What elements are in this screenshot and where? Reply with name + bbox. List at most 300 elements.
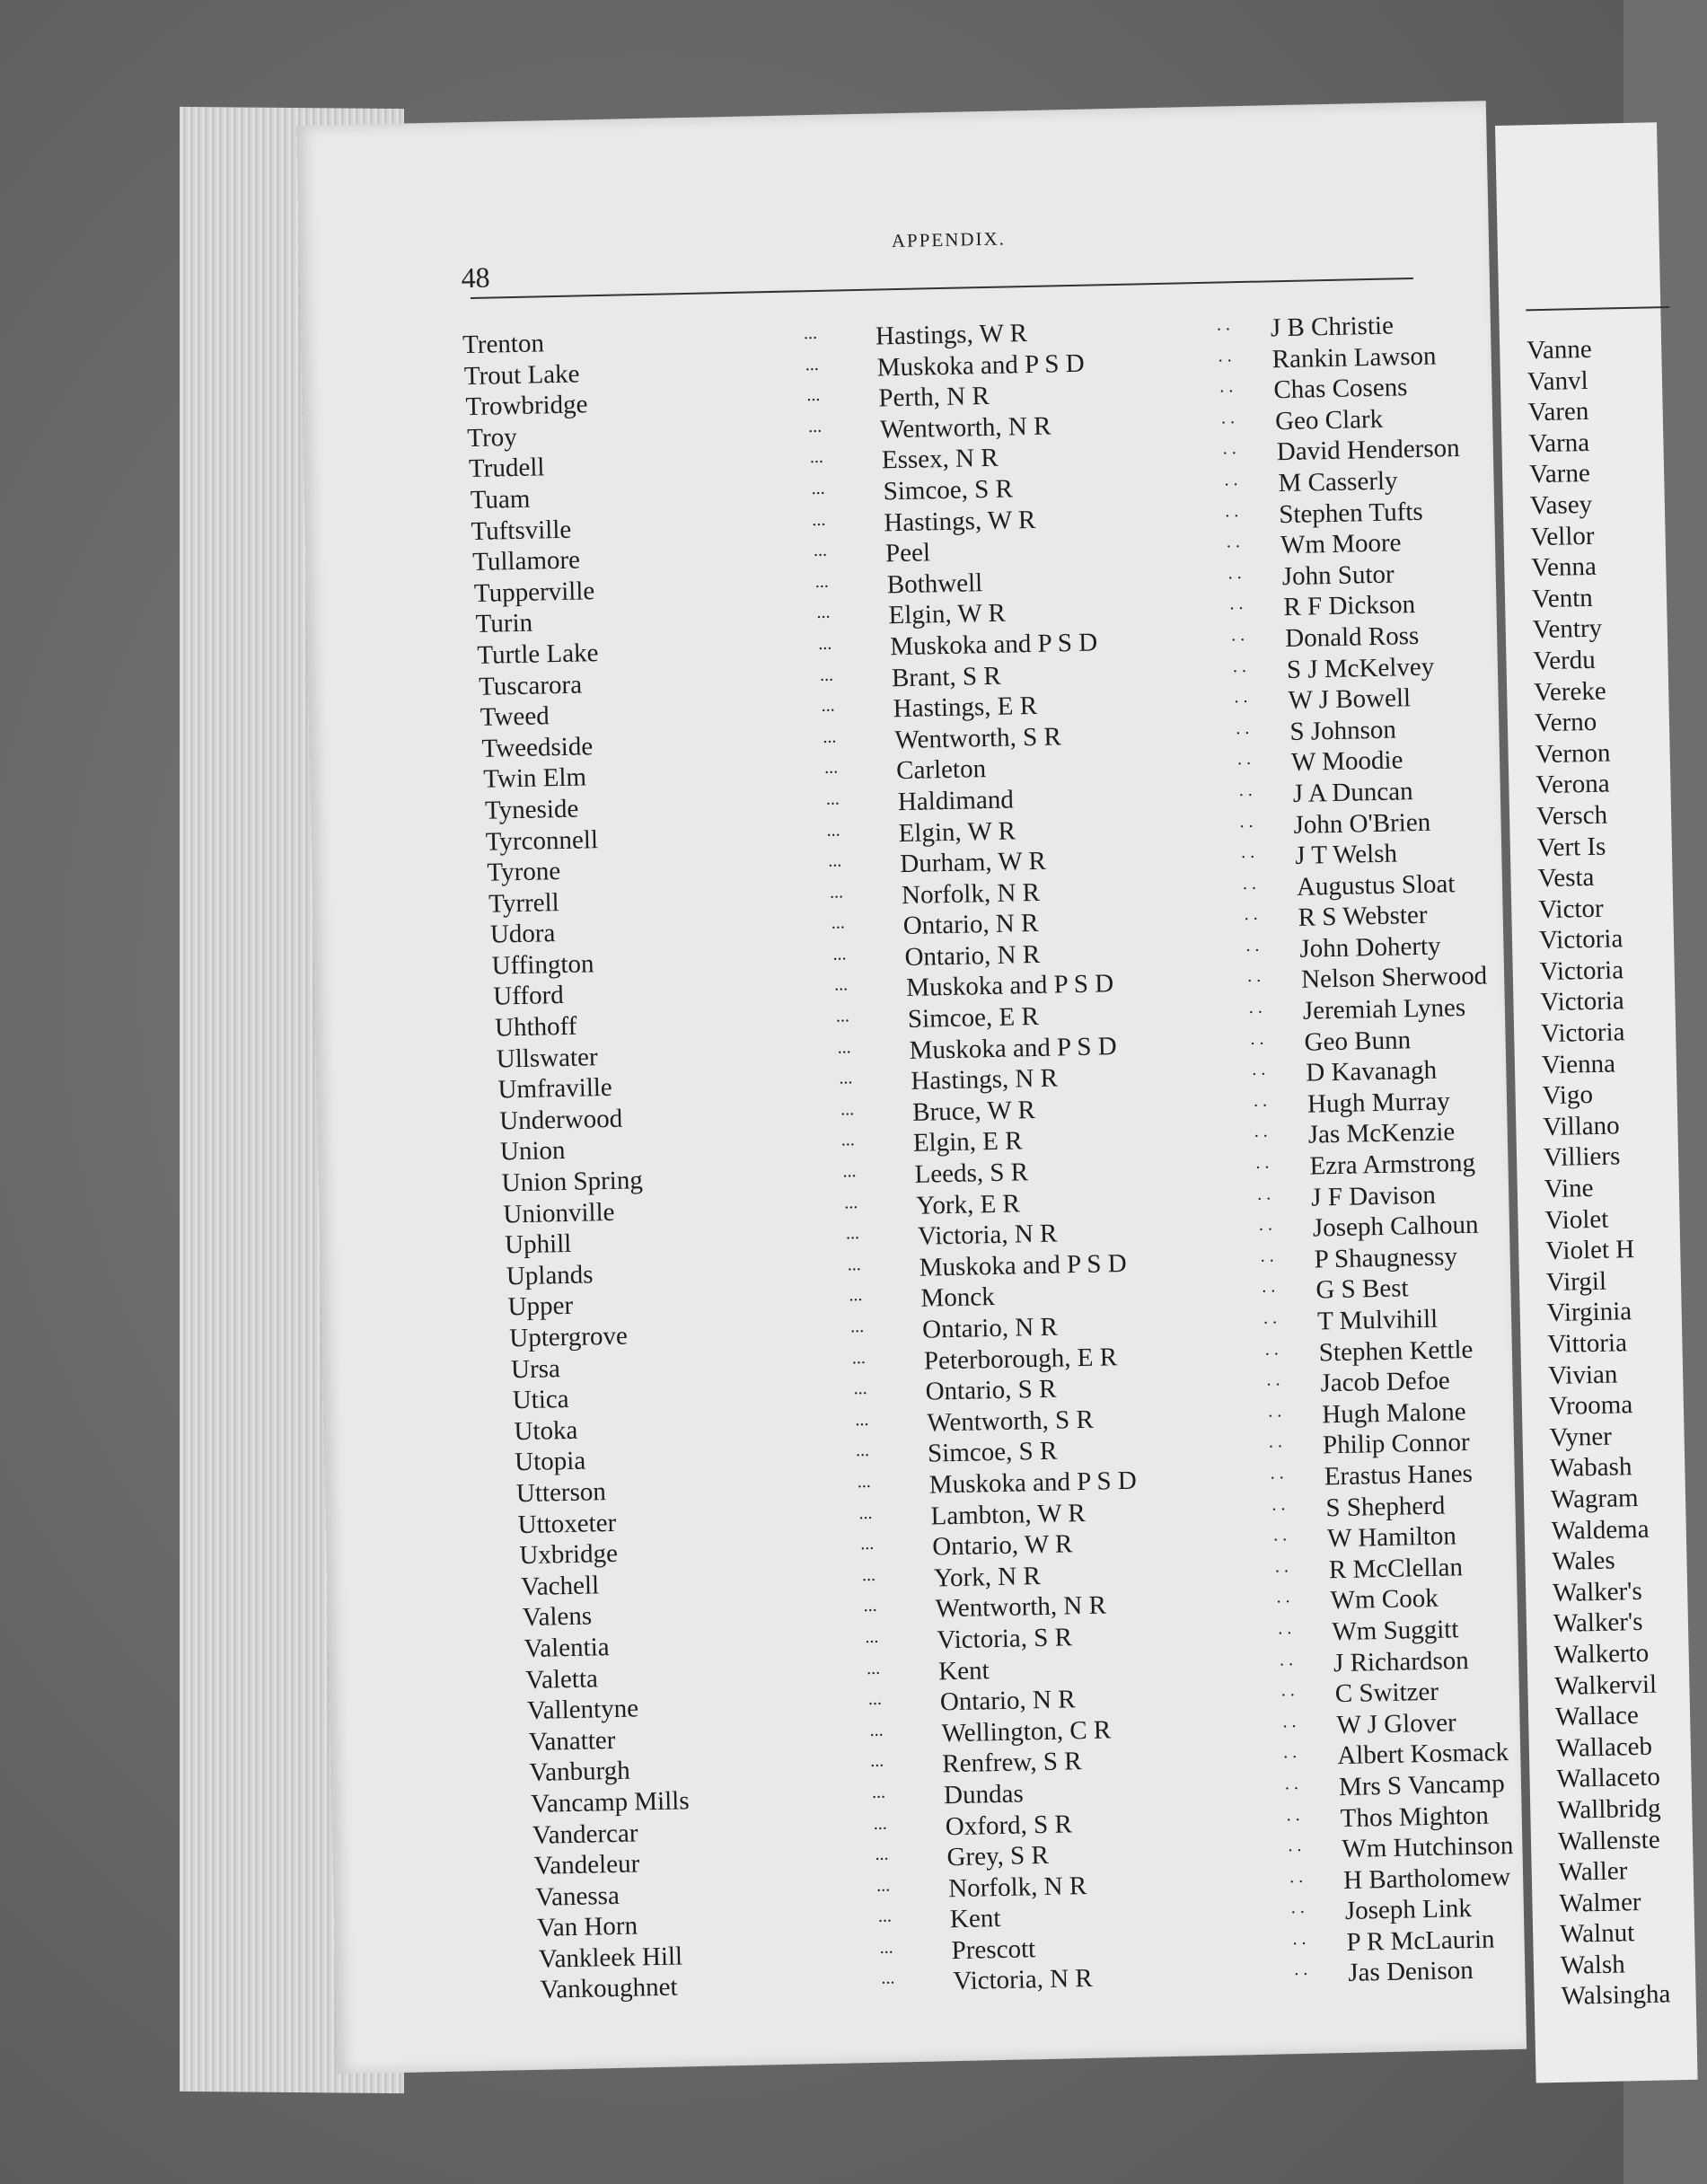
leader-dots: ... — [829, 882, 844, 903]
district-name: Muskoka and P S D — [909, 1031, 1117, 1065]
place-name: Vankoughnet — [540, 1973, 678, 2005]
postmaster-name: H Bartholomew — [1342, 1862, 1511, 1895]
leader-dots: ... — [833, 974, 849, 996]
leader-dots: . . — [1238, 779, 1253, 801]
postmaster-name: Hugh Murray — [1307, 1087, 1451, 1119]
place-name: Uxbridge — [519, 1539, 619, 1571]
facing-place-name: Walsh — [1560, 1950, 1626, 1980]
postmaster-name: J B Christie — [1270, 311, 1395, 343]
book-page — [296, 101, 1527, 2074]
leader-dots: . . — [1286, 1804, 1300, 1825]
postmaster-name: R S Webster — [1298, 901, 1428, 933]
place-name: Vanburgh — [529, 1756, 631, 1788]
facing-place-name: Violet H — [1544, 1235, 1635, 1266]
leader-dots: . . — [1254, 1122, 1268, 1142]
facing-place-name: Victoria — [1540, 986, 1625, 1017]
postmaster-name: Albert Kosmack — [1336, 1738, 1509, 1771]
leader-dots: . . — [1219, 376, 1234, 397]
facing-place-name: Vigo — [1542, 1080, 1594, 1111]
district-name: Elgin, W R — [888, 598, 1007, 630]
postmaster-name: Philip Connor — [1322, 1428, 1470, 1460]
district-name: Ontario, S R — [925, 1374, 1057, 1406]
postmaster-name: Chas Cosens — [1273, 373, 1408, 405]
leader-dots: . . — [1226, 532, 1241, 552]
district-name: Haldimand — [897, 785, 1015, 817]
leader-dots: . . — [1232, 656, 1247, 676]
place-name: Vachell — [520, 1571, 600, 1601]
leader-dots: . . — [1246, 966, 1262, 987]
district-name: Wellington, C R — [941, 1715, 1112, 1748]
leader-dots: ... — [826, 819, 840, 841]
facing-header-rule — [1526, 306, 1669, 311]
leader-dots: . . — [1227, 562, 1242, 584]
place-name: Turtle Lake — [477, 638, 599, 670]
facing-place-name: Venna — [1530, 551, 1597, 583]
district-name: Bothwell — [886, 568, 983, 600]
postmaster-name: T Mulvihill — [1316, 1304, 1439, 1336]
leader-dots: . . — [1267, 1401, 1282, 1422]
facing-place-name: Villano — [1543, 1111, 1620, 1141]
facing-place-name: Virginia — [1546, 1297, 1632, 1328]
district-name: Wentworth, N R — [879, 411, 1051, 445]
leader-dots: ... — [855, 1440, 870, 1461]
place-name: Ufford — [493, 981, 565, 1012]
district-name: Wentworth, S R — [894, 722, 1062, 754]
leader-dots: . . — [1220, 407, 1236, 428]
facing-place-name: Vanne — [1526, 334, 1593, 365]
leader-dots: . . — [1274, 1555, 1289, 1577]
leader-dots: ... — [867, 1688, 883, 1710]
facing-place-name: Vittoria — [1547, 1328, 1628, 1360]
leader-dots: ... — [844, 1192, 858, 1213]
leader-dots: ... — [865, 1626, 879, 1648]
leader-dots: . . — [1272, 1525, 1288, 1546]
facing-place-name: Waller — [1558, 1856, 1628, 1888]
district-name: Grey, S R — [946, 1840, 1050, 1872]
leader-dots: ... — [863, 1596, 877, 1616]
leader-dots: . . — [1229, 594, 1244, 614]
leader-dots: ... — [875, 1844, 889, 1865]
leader-dots: . . — [1280, 1680, 1295, 1701]
leader-dots: ... — [840, 1099, 855, 1120]
place-name: Tyrrell — [488, 887, 560, 919]
postmaster-name: Hugh Malone — [1321, 1396, 1466, 1430]
leader-dots: . . — [1290, 1898, 1306, 1918]
facing-place-name: Vert Is — [1536, 832, 1606, 862]
facing-place-name: Vereke — [1533, 676, 1607, 707]
district-name: Elgin, E R — [912, 1126, 1023, 1158]
leader-dots: . . — [1250, 1028, 1264, 1049]
district-name: Renfrew, S R — [942, 1747, 1082, 1779]
postmaster-name: Stephen Tufts — [1278, 497, 1423, 529]
postmaster-name: Stephen Kettle — [1318, 1334, 1474, 1368]
leader-dots: . . — [1258, 1214, 1273, 1236]
leader-dots: ... — [807, 416, 823, 436]
leader-dots: ... — [847, 1254, 861, 1275]
postmaster-name: John Sutor — [1281, 559, 1395, 591]
facing-place-name: Ventn — [1531, 583, 1594, 614]
facing-place-name: Wabash — [1549, 1452, 1632, 1484]
postmaster-name: Wm Moore — [1280, 528, 1402, 560]
postmaster-name: W Hamilton — [1326, 1521, 1457, 1554]
facing-place-name: Waldema — [1551, 1514, 1650, 1546]
postmaster-name: J Richardson — [1333, 1645, 1470, 1678]
postmaster-name: P Shaugnessy — [1314, 1242, 1458, 1274]
leader-dots: ... — [835, 1006, 850, 1026]
leader-dots: ... — [861, 1564, 876, 1585]
district-name: Simcoe, S R — [883, 474, 1014, 506]
place-name: Turin — [475, 608, 533, 639]
facing-place-name: Vivian — [1547, 1360, 1618, 1390]
district-name: Perth, N R — [878, 382, 990, 413]
district-name: Norfolk, N R — [901, 877, 1041, 910]
leader-dots: . . — [1263, 1308, 1278, 1328]
district-name: Prescott — [951, 1934, 1036, 1966]
facing-place-name: Varne — [1528, 459, 1591, 489]
place-name: Valetta — [524, 1663, 599, 1695]
leader-dots: ... — [812, 509, 826, 530]
place-name: Tullamore — [471, 545, 581, 577]
facing-place-name: Walker's — [1553, 1607, 1643, 1639]
leader-dots: ... — [831, 912, 845, 933]
leader-dots: ... — [879, 1937, 893, 1958]
facing-place-name: Victor — [1537, 894, 1604, 924]
leader-dots: ... — [803, 322, 818, 344]
leader-dots: . . — [1284, 1773, 1299, 1794]
leader-dots: ... — [811, 478, 825, 499]
postmaster-name: Jas Denison — [1348, 1956, 1474, 1988]
leader-dots: ... — [851, 1347, 867, 1368]
leader-dots: . . — [1294, 1959, 1308, 1980]
facing-place-name: Wagram — [1550, 1483, 1639, 1515]
place-name: Tuam — [470, 484, 531, 515]
leader-dots: ... — [806, 385, 821, 406]
place-name: Twin Elm — [482, 762, 587, 795]
leader-dots: ... — [866, 1658, 881, 1678]
facing-place-name: Vienna — [1541, 1049, 1616, 1079]
postmaster-name: S Shepherd — [1325, 1491, 1446, 1522]
leader-dots: ... — [849, 1317, 865, 1337]
leader-dots: ... — [821, 695, 835, 717]
leader-dots: ... — [825, 788, 840, 809]
postmaster-name: Wm Suggitt — [1332, 1615, 1459, 1647]
facing-place-name: Vasey — [1529, 489, 1593, 521]
district-name: Dundas — [943, 1779, 1025, 1810]
leader-dots: ... — [813, 540, 828, 561]
district-name: Wentworth, N R — [935, 1590, 1107, 1624]
leader-dots: ... — [823, 727, 837, 747]
district-name: Durham, W R — [900, 846, 1047, 879]
leader-dots: . . — [1262, 1276, 1276, 1298]
postmaster-name: P R McLaurin — [1346, 1924, 1495, 1957]
postmaster-name: Erastus Hanes — [1324, 1458, 1474, 1492]
leader-dots: . . — [1278, 1618, 1292, 1639]
leader-dots: ... — [823, 757, 839, 779]
facing-place-name: Verno — [1534, 707, 1597, 738]
district-name: Ontario, N R — [921, 1312, 1059, 1344]
leader-dots: ... — [828, 850, 842, 871]
place-name: Uptergrove — [508, 1321, 629, 1353]
place-name: Uplands — [506, 1260, 594, 1291]
leader-dots: . . — [1270, 1463, 1284, 1484]
district-name: Lambton, W R — [930, 1498, 1086, 1531]
leader-dots: ... — [877, 1906, 893, 1927]
leader-dots: . . — [1288, 1836, 1302, 1856]
place-name: Tuscarora — [478, 670, 583, 701]
district-name: Muskoka and P S D — [876, 348, 1086, 383]
postmaster-name: C Switzer — [1334, 1677, 1439, 1709]
leader-dots: ... — [859, 1534, 875, 1554]
district-name: Wentworth, S R — [927, 1405, 1095, 1438]
postmaster-name: G S Best — [1315, 1273, 1409, 1305]
place-name: Tweedside — [481, 731, 594, 763]
place-name: Umfraville — [497, 1073, 613, 1105]
postmaster-name: John O'Brien — [1293, 807, 1431, 840]
facing-place-name: Victoria — [1539, 956, 1624, 987]
place-name: Tupperville — [473, 576, 595, 608]
district-name: Peel — [884, 538, 931, 568]
leader-dots: ... — [805, 354, 819, 374]
leader-dots: . . — [1253, 1090, 1268, 1111]
facing-place-name: Vine — [1544, 1174, 1594, 1204]
leader-dots: . . — [1264, 1338, 1279, 1360]
leader-dots: . . — [1252, 1059, 1266, 1080]
facing-place-name: Victoria — [1540, 1017, 1625, 1049]
leader-dots: . . — [1256, 1184, 1271, 1204]
district-name: Carleton — [895, 754, 987, 786]
leader-dots: ... — [858, 1502, 873, 1523]
leader-dots: ... — [855, 1409, 869, 1431]
place-name: Utoka — [514, 1415, 578, 1447]
facing-place-name: Walker's — [1552, 1576, 1643, 1607]
facing-place-name: Vellor — [1530, 521, 1595, 551]
postmaster-name: Wm Hutchinson — [1342, 1831, 1514, 1864]
place-name: Tyneside — [484, 794, 579, 825]
leader-dots: . . — [1282, 1742, 1298, 1763]
place-name: Van Horn — [536, 1911, 638, 1943]
district-name: Muskoka and P S D — [919, 1248, 1128, 1282]
leader-dots: . . — [1260, 1246, 1274, 1266]
leader-dots: ... — [832, 944, 847, 964]
district-name: Hastings, N R — [911, 1063, 1059, 1096]
leader-dots: . . — [1279, 1649, 1294, 1669]
place-name: Vallentyne — [526, 1694, 639, 1726]
district-name: Peterborough, E R — [923, 1342, 1118, 1376]
postmaster-name: David Henderson — [1276, 434, 1460, 467]
leader-dots: . . — [1242, 873, 1257, 894]
postmaster-name: Nelson Sherwood — [1300, 961, 1488, 995]
district-name: Ontario, N R — [939, 1685, 1076, 1717]
facing-place-name: Verona — [1535, 769, 1610, 800]
postmaster-name: W J Glover — [1336, 1708, 1457, 1739]
place-name: Tuftsville — [471, 515, 572, 546]
facing-place-name: Vyner — [1549, 1422, 1613, 1452]
district-name: Victoria, S R — [937, 1623, 1073, 1655]
place-name: Valens — [522, 1601, 593, 1633]
leader-dots: ... — [875, 1875, 891, 1896]
facing-place-name: Ventry — [1532, 613, 1603, 645]
place-name: Vandercar — [532, 1818, 638, 1850]
postmaster-name: W Moodie — [1290, 745, 1403, 778]
district-name: Kent — [937, 1655, 990, 1686]
leader-dots: ... — [870, 1751, 884, 1772]
facing-place-name: Wales — [1552, 1546, 1615, 1577]
leader-dots: . . — [1282, 1711, 1297, 1732]
place-name: Ullswater — [496, 1042, 598, 1074]
facing-place-name: Wallaceto — [1556, 1762, 1661, 1794]
postmaster-name: Joseph Link — [1344, 1894, 1473, 1926]
facing-place-name: Victoria — [1538, 924, 1623, 956]
leader-dots: ... — [840, 1130, 856, 1150]
leader-dots: . . — [1266, 1369, 1280, 1390]
facing-place-name: Wallaceb — [1555, 1731, 1653, 1763]
postmaster-name: Wm Cook — [1330, 1584, 1439, 1616]
leader-dots: . . — [1216, 314, 1231, 335]
postmaster-name: Geo Bunn — [1304, 1025, 1412, 1057]
district-name: Monck — [920, 1282, 995, 1314]
district-name: Essex, N R — [881, 444, 999, 475]
district-name: Victoria, N R — [917, 1219, 1058, 1251]
postmaster-name: Donald Ross — [1284, 621, 1420, 653]
leader-dots: . . — [1289, 1866, 1304, 1887]
district-name: Simcoe, S R — [927, 1436, 1058, 1468]
place-name: Union — [499, 1136, 566, 1167]
leader-dots: ... — [871, 1782, 886, 1802]
district-name: Simcoe, E R — [907, 1001, 1040, 1035]
place-name: Vanessa — [535, 1880, 620, 1912]
facing-place-name: Vesta — [1537, 862, 1595, 894]
leader-dots: . . — [1218, 345, 1232, 366]
district-name: Victoria, N R — [953, 1964, 1094, 1996]
leader-dots: . . — [1245, 935, 1260, 956]
district-name: Elgin, W R — [898, 815, 1016, 848]
place-name: Uhthoff — [494, 1011, 577, 1043]
district-name: York, N R — [933, 1561, 1042, 1593]
leader-dots: . . — [1248, 997, 1263, 1018]
leader-dots: . . — [1255, 1152, 1270, 1173]
leader-dots: ... — [809, 447, 824, 468]
postmaster-name: W J Bowell — [1288, 683, 1412, 716]
postmaster-name: Jeremiah Lynes — [1302, 993, 1466, 1026]
postmaster-name: Thos Mighton — [1340, 1801, 1490, 1833]
leader-dots: . . — [1239, 811, 1254, 832]
leader-dots: . . — [1224, 470, 1238, 490]
postmaster-name: Jas McKenzie — [1307, 1117, 1456, 1150]
facing-place-name: Villiers — [1543, 1141, 1621, 1173]
postmaster-name: R F Dickson — [1283, 590, 1416, 622]
place-name: Uffington — [491, 949, 594, 981]
facing-list — [1527, 334, 1671, 2013]
directory-list — [301, 310, 1514, 2012]
postmaster-name: M Casserly — [1278, 466, 1398, 498]
leader-dots: . . — [1271, 1493, 1286, 1515]
facing-place-name: Virgil — [1545, 1266, 1607, 1297]
postmaster-name: John Doherty — [1299, 931, 1441, 964]
district-name: Hastings, W R — [884, 505, 1036, 537]
leader-dots: ... — [837, 1036, 851, 1058]
district-name: Muskoka and P S D — [905, 969, 1114, 1003]
leader-dots: . . — [1236, 718, 1250, 738]
leader-dots: ... — [873, 1813, 887, 1834]
leader-dots: ... — [817, 633, 832, 654]
postmaster-name: Ezra Armstrong — [1309, 1148, 1476, 1181]
place-name: Ursa — [510, 1353, 561, 1384]
place-name: Vankleek Hill — [538, 1942, 683, 1974]
place-name: Unionville — [503, 1197, 615, 1229]
leader-dots: . . — [1236, 749, 1252, 770]
page-number: 48 — [461, 260, 490, 295]
postmaster-name: Rankin Lawson — [1271, 341, 1437, 374]
postmaster-name: Geo Clark — [1274, 404, 1384, 436]
place-name: Utterson — [515, 1477, 607, 1509]
running-head: APPENDIX. — [891, 227, 1007, 252]
district-name: Ontario, N R — [902, 909, 1039, 941]
place-name: Tyrconnell — [485, 824, 599, 857]
place-name: Uttoxeter — [517, 1508, 617, 1539]
facing-place-name: Versch — [1535, 800, 1608, 832]
postmaster-name: D Kavanagh — [1306, 1055, 1438, 1088]
facing-place-name: Walmer — [1559, 1887, 1641, 1918]
place-name: Vanatter — [528, 1725, 616, 1757]
postmaster-name: R McClellan — [1328, 1552, 1464, 1585]
facing-place-name: Varna — [1528, 427, 1590, 459]
place-name: Valentia — [524, 1633, 610, 1663]
place-name: Utica — [512, 1385, 569, 1415]
place-name: Uphill — [504, 1229, 572, 1260]
leader-dots: . . — [1292, 1928, 1307, 1950]
facing-place-name: Walkerto — [1553, 1638, 1650, 1669]
leader-dots: . . — [1234, 687, 1248, 708]
district-name: Leeds, S R — [914, 1158, 1029, 1189]
facing-place-name: Wallace — [1554, 1701, 1640, 1732]
leader-dots: . . — [1268, 1431, 1283, 1453]
header-rule — [471, 277, 1413, 299]
facing-place-name: Vanvl — [1527, 365, 1588, 396]
place-name: Union Spring — [501, 1166, 644, 1198]
facing-place-name: Walkervil — [1554, 1669, 1658, 1701]
place-name: Upper — [507, 1291, 574, 1322]
leader-dots: ... — [853, 1378, 867, 1399]
leader-dots: ... — [819, 665, 834, 685]
district-name: Ontario, N R — [904, 939, 1041, 972]
district-name: Muskoka and P S D — [928, 1466, 1138, 1500]
leader-dots: . . — [1240, 841, 1255, 863]
facing-place-name: Verdu — [1533, 645, 1597, 676]
postmaster-name: J T Welsh — [1294, 839, 1398, 870]
district-name: Norfolk, N R — [947, 1871, 1087, 1903]
district-name: Brant, S R — [891, 661, 1001, 692]
leader-dots: ... — [839, 1068, 853, 1088]
postmaster-name: S Johnson — [1289, 715, 1397, 746]
district-name: Muskoka and P S D — [889, 628, 1098, 662]
place-name: Troy — [466, 422, 518, 453]
leader-dots: . . — [1276, 1587, 1290, 1607]
district-name: Ontario, W R — [931, 1529, 1073, 1562]
facing-place-name: Vernon — [1535, 738, 1611, 769]
place-name: Tweed — [480, 701, 550, 732]
leader-dots: . . — [1224, 500, 1239, 521]
place-name: Underwood — [498, 1104, 623, 1136]
district-name: Hastings, E R — [893, 691, 1038, 724]
leader-dots: ... — [845, 1223, 860, 1244]
place-name: Trout Lake — [463, 359, 580, 391]
district-name: Bruce, W R — [911, 1095, 1036, 1127]
place-name: Vancamp Mills — [530, 1786, 690, 1819]
leader-dots: ... — [857, 1471, 871, 1493]
facing-place-name: Wallenste — [1557, 1825, 1660, 1856]
place-name: Trowbridge — [465, 390, 588, 422]
postmaster-name: Mrs S Vancamp — [1338, 1769, 1506, 1801]
